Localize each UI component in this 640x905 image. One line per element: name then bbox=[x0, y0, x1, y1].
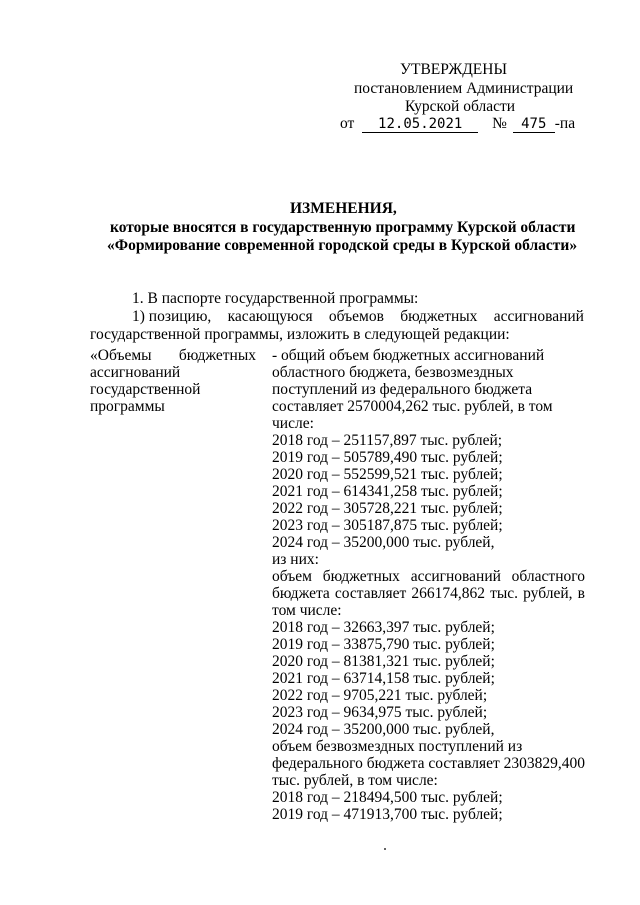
approval-line-2: Курской области bbox=[405, 98, 516, 115]
p2-word: бюджетных bbox=[400, 308, 478, 325]
right-line: составляет 2570004,262 тыс. рублей, в том bbox=[272, 398, 553, 415]
left-word: «Объемы bbox=[90, 347, 152, 364]
just-word: тыс. bbox=[490, 585, 519, 602]
p2-word: ассигнований bbox=[493, 308, 584, 325]
p2-word: объемов bbox=[328, 308, 384, 325]
just-word: объем bbox=[272, 568, 312, 585]
right-line: - общий объем бюджетных ассигнований bbox=[272, 347, 545, 364]
right-justified-line-2 bbox=[272, 585, 585, 602]
right-line: 2019 год – 505789,490 тыс. рублей; bbox=[272, 449, 503, 466]
left-word: бюджетных bbox=[178, 347, 256, 364]
number-suffix: -па bbox=[554, 115, 576, 132]
right-line: том числе: bbox=[272, 602, 342, 619]
approval-number: 475 bbox=[513, 117, 555, 133]
just-word: в bbox=[577, 585, 585, 602]
right-line: 2022 год – 9705,221 тыс. рублей; bbox=[272, 687, 488, 704]
left-line: ассигнований bbox=[90, 364, 181, 381]
right-line: 2023 год – 305187,875 тыс. рублей; bbox=[272, 517, 503, 534]
number-prefix: № bbox=[492, 115, 507, 132]
approval-date: 12.05.2021 bbox=[362, 117, 478, 133]
left-line: государственной bbox=[90, 381, 201, 398]
changes-subtitle-1: которые вносятся в государственную программу Курской области bbox=[110, 219, 576, 236]
paragraph-1: 1. В паспорте государственной программы: bbox=[132, 290, 419, 307]
scan-speck bbox=[384, 848, 386, 850]
just-word: рублей, bbox=[523, 585, 573, 602]
right-line: 2024 год – 35200,000 тыс. рублей, bbox=[272, 721, 495, 738]
right-line: федерального бюджета составляет 2303829,400 bbox=[272, 755, 585, 772]
just-word: бюджетных bbox=[322, 568, 400, 585]
right-line: числе: bbox=[272, 415, 314, 432]
right-line: 2020 год – 552599,521 тыс. рублей; bbox=[272, 466, 503, 483]
changes-title: ИЗМЕНЕНИЯ, bbox=[290, 200, 397, 217]
just-word: областного bbox=[511, 568, 585, 585]
p2-word: 1) позицию, bbox=[132, 308, 212, 325]
just-word: ассигнований bbox=[410, 568, 501, 585]
just-word: 266174,862 bbox=[411, 585, 485, 602]
right-line: объем безвозмездных поступлений из bbox=[272, 738, 523, 755]
right-line: 2019 год – 33875,790 тыс. рублей; bbox=[272, 636, 495, 653]
right-line: 2020 год – 81381,321 тыс. рублей; bbox=[272, 653, 495, 670]
left-line: программы bbox=[90, 398, 165, 415]
right-line: 2018 год – 251157,897 тыс. рублей; bbox=[272, 432, 503, 449]
approval-date-line bbox=[340, 115, 575, 133]
approval-line-1: постановлением Администрации bbox=[354, 80, 574, 97]
right-line: 2018 год – 32663,397 тыс. рублей; bbox=[272, 619, 495, 636]
left-first-line bbox=[90, 347, 256, 364]
right-line: 2018 год – 218494,500 тыс. рублей; bbox=[272, 789, 503, 806]
right-line: областного бюджета, безвозмездных bbox=[272, 364, 514, 381]
right-line: 2021 год – 63714,158 тыс. рублей; bbox=[272, 670, 495, 687]
changes-subtitle-2: «Формирование современной городской среды в Курской области» bbox=[107, 237, 578, 254]
approval-title: УТВЕРЖДЕНЫ bbox=[400, 61, 507, 78]
date-prefix: от bbox=[340, 115, 355, 132]
p2-word: касающуюся bbox=[227, 308, 313, 325]
just-word: бюджета bbox=[272, 585, 330, 602]
paragraph-2 bbox=[132, 308, 584, 325]
right-line: 2024 год – 35200,000 тыс. рублей, bbox=[272, 534, 495, 551]
right-line: 2023 год – 9634,975 тыс. рублей; bbox=[272, 704, 488, 721]
just-word: составляет bbox=[334, 585, 407, 602]
right-line: из них: bbox=[272, 551, 319, 568]
paragraph-2-cont: государственной программы, изложить в следующей редакции: bbox=[90, 326, 510, 343]
right-line: поступлений из федерального бюджета bbox=[272, 381, 533, 398]
right-line: 2019 год – 471913,700 тыс. рублей; bbox=[272, 806, 503, 823]
right-line: 2021 год – 614341,258 тыс. рублей; bbox=[272, 483, 503, 500]
right-justified-line-1 bbox=[272, 568, 585, 585]
right-line: 2022 год – 305728,221 тыс. рублей; bbox=[272, 500, 503, 517]
right-line: тыс. рублей, в том числе: bbox=[272, 772, 438, 789]
